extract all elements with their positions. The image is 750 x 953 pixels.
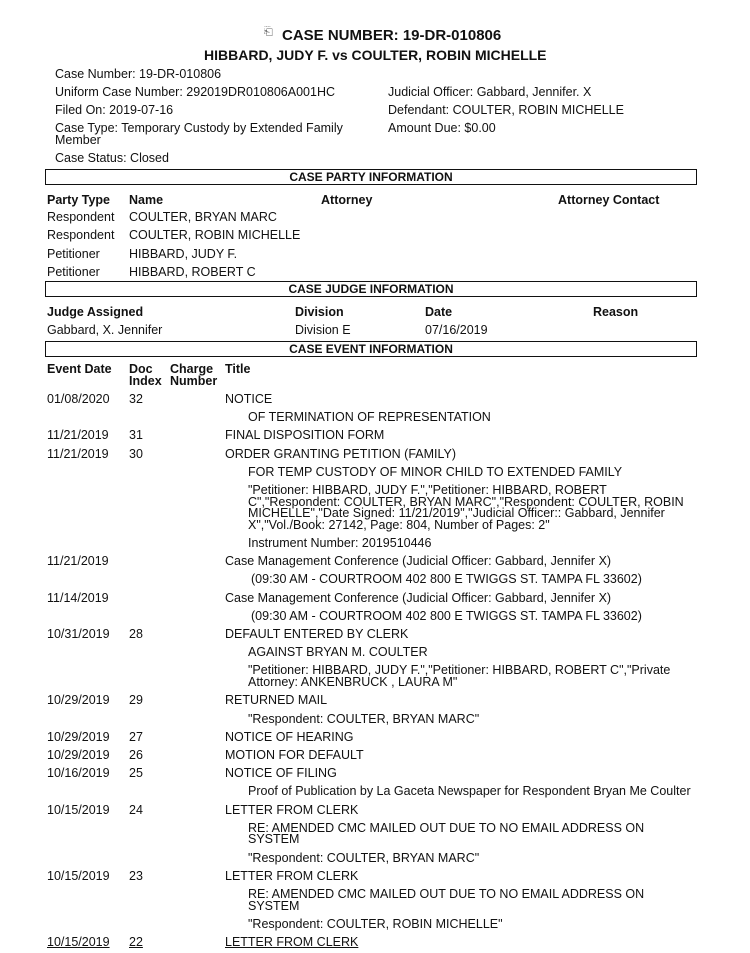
event-date: 10/29/2019 — [47, 693, 110, 708]
event-date-header: Event Date — [47, 362, 112, 376]
event-detail: RE: AMENDED CMC MAILED OUT DUE TO NO EMAIL ADDRESS ON — [248, 820, 645, 835]
event-detail: SYSTEM — [248, 898, 300, 913]
party-name: COULTER, BRYAN MARC — [129, 210, 277, 224]
event-detail: (09:30 AM - COURTROOM 402 800 E TWIGGS ST. TAMPA FL 33602) — [251, 608, 642, 623]
summary-amount-due: Amount Due: $0.00 — [388, 121, 496, 135]
summary-uniform-case-number: Uniform Case Number: 292019DR010806A001HC — [55, 85, 336, 99]
summary-judicial-officer: Judicial Officer: Gabbard, Jennifer. X — [388, 85, 592, 99]
event-detail: "Respondent: COULTER, BRYAN MARC" — [248, 711, 480, 726]
event-date: 10/29/2019 — [47, 729, 110, 744]
event-doc-index: 32 — [129, 392, 143, 406]
event-title: NOTICE OF FILING — [225, 766, 337, 781]
event-detail: Attorney: ANKENBRUCK , LAURA M" — [248, 674, 458, 689]
judge-assigned-header: Judge Assigned — [47, 305, 144, 319]
event-doc-index: 26 — [129, 748, 143, 762]
party-name: HIBBARD, JUDY F. — [129, 246, 238, 261]
event-doc-index: 28 — [129, 627, 143, 641]
party-name: HIBBARD, ROBERT C — [129, 264, 256, 279]
party-name: COULTER, ROBIN MICHELLE — [129, 228, 301, 243]
event-title: NOTICE OF HEARING — [225, 729, 354, 744]
event-doc-header: Doc — [129, 362, 153, 376]
event-detail: OF TERMINATION OF REPRESENTATION — [248, 410, 491, 425]
judge-name: Gabbard, X. Jennifer — [47, 323, 163, 337]
event-title: Case Management Conference (Judicial Officer: Gabbard, Jennifer X) — [225, 590, 612, 605]
event-title: DEFAULT ENTERED BY CLERK — [225, 627, 409, 641]
judge-date-header: Date — [425, 305, 453, 319]
event-date: 11/21/2019 — [47, 446, 109, 461]
summary-filed-on: Filed On: 2019-07-16 — [55, 103, 174, 117]
pdf-icon: ⎗ — [264, 26, 273, 38]
event-detail: "Petitioner: HIBBARD, JUDY F.","Petitioner: HIBBARD, ROBERT — [248, 483, 607, 497]
event-doc-index: 30 — [129, 446, 143, 461]
judge-date: 07/16/2019 — [425, 323, 488, 337]
summary-defendant: Defendant: COULTER, ROBIN MICHELLE — [388, 103, 624, 117]
case-number-title: CASE NUMBER: 19-DR-010806 — [282, 27, 502, 44]
event-section-title: CASE EVENT INFORMATION — [289, 342, 453, 356]
event-title: NOTICE — [225, 392, 273, 406]
event-title: LETTER FROM CLERK — [225, 869, 359, 883]
judge-section-title: CASE JUDGE INFORMATION — [288, 282, 454, 296]
event-title: MOTION FOR DEFAULT — [225, 748, 364, 762]
party-type-header: Party Type — [47, 193, 110, 207]
event-doc-index: 24 — [129, 802, 143, 817]
parties-title: HIBBARD, JUDY F. vs COULTER, ROBIN MICHELLE — [204, 47, 547, 63]
event-detail: Instrument Number: 2019510446 — [248, 536, 432, 550]
summary-case-status: Case Status: Closed — [55, 151, 169, 165]
event-date: 11/21/2019 — [47, 554, 109, 569]
event-title: RETURNED MAIL — [225, 693, 328, 708]
event-detail: MICHELLE","Date Signed: 11/21/2019","Judicial Officer:: Gabbard, Jennifer — [248, 506, 665, 520]
party-type: Respondent — [47, 228, 115, 243]
event-title: FINAL DISPOSITION FORM — [225, 428, 385, 443]
event-detail: FOR TEMP CUSTODY OF MINOR CHILD TO EXTENDED FAMILY — [248, 464, 623, 479]
event-detail: (09:30 AM - COURTROOM 402 800 E TWIGGS ST. TAMPA FL 33602) — [251, 572, 642, 587]
event-doc-index: 31 — [129, 428, 143, 443]
party-attorney-contact-header: Attorney Contact — [558, 193, 660, 207]
event-date: 10/29/2019 — [47, 748, 110, 762]
party-type: Petitioner — [47, 246, 100, 261]
judge-section-bar — [45, 281, 697, 297]
judge-division-header: Division — [295, 305, 344, 319]
event-detail: "Petitioner: HIBBARD, JUDY F.","Petitioner: HIBBARD, ROBERT C","Private — [248, 663, 671, 678]
event-date: 10/15/2019 — [47, 802, 110, 817]
summary-case-type-cont: Member — [55, 133, 101, 147]
party-type: Petitioner — [47, 264, 100, 279]
party-name-header: Name — [129, 193, 164, 207]
event-charge-header: Charge — [170, 362, 214, 376]
event-detail: "Respondent: COULTER, BRYAN MARC" — [248, 850, 480, 865]
event-doc-index: 27 — [129, 729, 143, 744]
event-title-header: Title — [225, 362, 251, 376]
event-date: 01/08/2020 — [47, 392, 110, 406]
event-date: 11/14/2019 — [47, 590, 109, 605]
event-date: 10/15/2019 — [47, 935, 110, 950]
event-section-bar — [45, 341, 697, 357]
event-detail: RE: AMENDED CMC MAILED OUT DUE TO NO EMAIL ADDRESS ON — [248, 887, 645, 902]
event-date: 10/31/2019 — [47, 627, 110, 641]
judge-division: Division E — [295, 323, 351, 337]
event-detail: Proof of Publication by La Gaceta Newspaper for Respondent Bryan Me Coulter — [248, 784, 691, 799]
party-section-title: CASE PARTY INFORMATION — [289, 170, 453, 184]
summary-case-number: Case Number: 19-DR-010806 — [55, 67, 222, 81]
summary-case-type: Case Type: Temporary Custody by Extended Family — [55, 121, 343, 135]
event-doc-index: 22 — [129, 935, 143, 950]
party-section-bar — [45, 169, 697, 185]
event-number-header: Number — [170, 374, 218, 388]
event-detail: X","Vol./Book: 27142, Page: 804, Number of Pages: 2" — [248, 517, 550, 532]
event-detail: C","Respondent: COULTER, BRYAN MARC","Respondent: COULTER, ROBIN — [248, 494, 684, 509]
party-attorney-header: Attorney — [321, 193, 373, 207]
judge-reason-header: Reason — [593, 305, 639, 319]
event-doc-index: 23 — [129, 869, 143, 883]
event-title: ORDER GRANTING PETITION (FAMILY) — [225, 446, 457, 461]
event-detail: AGAINST BRYAN M. COULTER — [248, 645, 428, 660]
event-title: LETTER FROM CLERK — [225, 935, 359, 950]
event-doc-index: 29 — [129, 693, 143, 708]
event-date: 11/21/2019 — [47, 428, 109, 443]
event-index-header: Index — [129, 374, 162, 388]
event-title: Case Management Conference (Judicial Officer: Gabbard, Jennifer X) — [225, 554, 612, 569]
event-detail: SYSTEM — [248, 832, 300, 847]
event-doc-index: 25 — [129, 766, 143, 781]
event-title: LETTER FROM CLERK — [225, 802, 359, 817]
event-detail: "Respondent: COULTER, ROBIN MICHELLE" — [248, 917, 503, 932]
event-date: 10/15/2019 — [47, 869, 110, 883]
party-type: Respondent — [47, 210, 115, 224]
event-date: 10/16/2019 — [47, 766, 110, 781]
